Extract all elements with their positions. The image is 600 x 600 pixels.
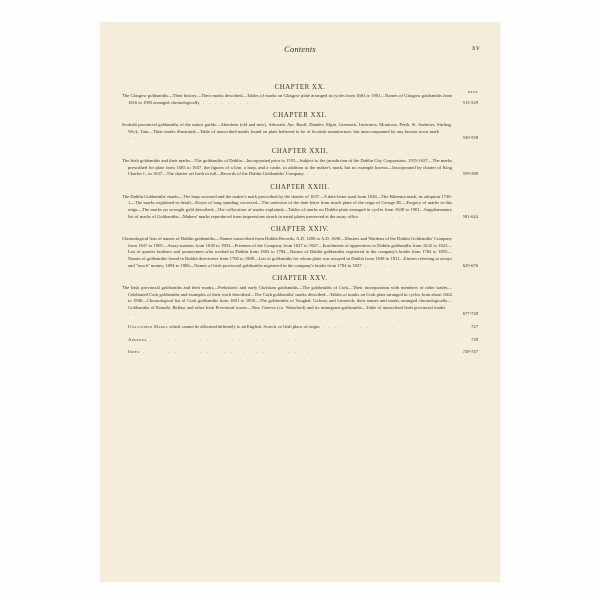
- entry-label: Unascribed Marks: [128, 324, 168, 330]
- chapter-entry: [122, 275, 478, 318]
- chapter-summary-text: The Irish goldsmiths and their marks—The goldsmiths of Dublin—Incorporated prior to 1555—Subject to the jurisdiction of the Dublin City Corporation, 1555-1637—The marks prescribed for plate from 1605 to 1637, the figures of a lion, a harp, and a castle, in addition to the maker's mark, but no example known—Incorporated by charter of King Charles I., in 1637—The charter set forth in full—Records of the Dublin Goldsmiths' Company: [122, 157, 452, 177]
- back-matter-list: [122, 324, 478, 356]
- book-page: [100, 22, 500, 582]
- page-column-label: PAGE: [467, 90, 478, 94]
- chapter-summary-text: The Glasgow goldsmiths—Their history—Their marks described—Tables of marks on Glasgow plate arranged in cycles from 1681 to 1901—Names of Glasgow goldsmiths from 1616 to 1903 arranged chronologically: [122, 93, 452, 105]
- chapter-summary-text: The Irish provincial goldsmiths and their marks—Prehistoric and early Christian goldsmiths—The goldsmiths of Cork—Their incorporation with members of other trades—Celebrated Cork goldsmiths and examples of their work described—The Cork goldsmiths' marks described—Tables of marks on Cork plate arranged in cycles from about 1662 to 1840—Chronological list of Cork goldsmiths from 1601 to 1850—The goldsmiths of Youghal, Galway and Limerick; their names and marks arranged chronologically—Goldsmiths of Kinsale, Belfast and other Irish Provincial towns—New Geneva (co. Waterford) and its immigrant goldsmiths—Table of unascribed Irish provincial marks: [122, 285, 452, 310]
- back-matter-entry: [122, 324, 478, 331]
- chapter-summary-text: Chronological lists of names of Dublin goldsmiths—Names transcribed from Dublin Records, A.D. 1200 to A.D. 1630—Masters and Wardens of the Dublin Goldsmiths' Company from 1637 to 1905—Assay-masters from 1638 to 1903—Freemen of the Company from 1637 to 1847—Enrolments of apprentices to Dublin goldsmiths from 1632 to 1823—List of quarter brothers and journeymen who worked in Dublin from 1682 to 1784—Names of Dublin goldsmiths registered in the company's books from 1784 to 1855—Names of goldsmiths found in Dublin directories from 1760 to 1808—List of goldsmiths for whom plate was assayed in Dublin from 1638 to 1811—Entries referring to assays and "touch" money, 1694 to 1806—Names of Irish provincial goldsmiths registered in the company's books from 1784 to 1827: [122, 236, 452, 268]
- chapter-entry: [122, 148, 478, 178]
- chapter-summary-text: Scottish provincial goldsmiths of the minor guilds—Aberdeen (old and new), Arbroath, Ayr, Banff, Dundee, Elgin, Greenock, Inverness, Montrose, Perth, St. Andrews, Stirling, Wick, Tain—Their marks illustrated—Table of unascribed marks found on plate believed to be of Scottish manufacture, but unaccompanied by any known town mark: [122, 122, 452, 134]
- chapter-summary-text: The Dublin Goldsmiths' marks—The harp crowned and the maker's mark prescribed by the charter of 1637—A date-letter used from 1638—The Hibernia mark, its adoption 1730-1—The marks explained in detail—Errors of long standing corrected—The omission of the date-letter from much plate of the reign of George III.—Forgery of marks in this reign—The marks on wrought gold described—The collocation of marks explained—Tables of marks on Dublin plate arranged in cycles from 1638 to 1901—Supplementary list of marks of Goldsmiths—Makers' marks reproduced from impressions struck in metal plates preserved at the assay office: [122, 193, 452, 219]
- chapter-title: CHAPTER XXV.: [272, 275, 328, 283]
- chapter-entry: [122, 226, 478, 269]
- chapter-summary: [122, 194, 478, 220]
- page-range: 728: [471, 336, 478, 342]
- chapter-title: CHAPTER XX.: [274, 84, 326, 91]
- leader-dots: . . . . . . . .: [202, 99, 250, 105]
- entry-text: which cannot be allocated definitely to an English, Scotch, or Irish place of origin: [169, 324, 320, 330]
- chapter-title: CHAPTER XXII.: [271, 147, 329, 155]
- leader-dots: . . . . .: [128, 304, 452, 317]
- leader-dots: . . . . . . . . .: [361, 213, 415, 219]
- chapter-summary: [122, 122, 478, 142]
- leader-dots: . . . . . . . . . . . . . . . . . . . . . . . . . .: [149, 336, 311, 342]
- running-head: [120, 44, 480, 58]
- back-matter-entry: [122, 337, 478, 344]
- page-range: 729-747: [462, 349, 478, 355]
- entry-label: Index: [128, 349, 140, 355]
- back-matter-entry: [122, 349, 478, 356]
- page-range: 625-676: [462, 262, 478, 268]
- page-number: xv: [472, 44, 480, 52]
- chapter-title: CHAPTER XXIII.: [270, 183, 330, 191]
- leader-dots: . . . .: [128, 128, 453, 141]
- leader-dots: . . . . . . . .: [364, 262, 412, 268]
- running-title: Contents: [284, 44, 316, 54]
- entry-label: Addenda: [128, 336, 147, 342]
- contents-list: [122, 78, 478, 362]
- chapter-entry: [122, 84, 478, 106]
- chapter-summary: [122, 236, 478, 269]
- chapter-summary: [122, 285, 478, 318]
- chapter-summary: [122, 93, 478, 106]
- leader-dots: . . . .: [306, 171, 329, 177]
- leader-dots: . . . . . . . . . . . . . . . . . . . . . . . . . . .: [143, 349, 310, 355]
- chapter-summary: [122, 158, 478, 178]
- leader-dots: . . . . . . . . . . . .: [322, 324, 396, 330]
- chapter-title: CHAPTER XXIV.: [270, 226, 330, 234]
- chapter-entry: [122, 184, 478, 220]
- page-range: 677-728: [462, 311, 478, 317]
- page-range: 727: [471, 324, 478, 330]
- chapter-title: CHAPTER XXI.: [273, 112, 327, 120]
- page-range: 530-558: [462, 135, 478, 141]
- page-range: 559-580: [462, 171, 478, 177]
- page-range: 581-624: [462, 213, 478, 219]
- chapter-entry: [122, 112, 478, 142]
- page-range: 515-529: [462, 99, 478, 105]
